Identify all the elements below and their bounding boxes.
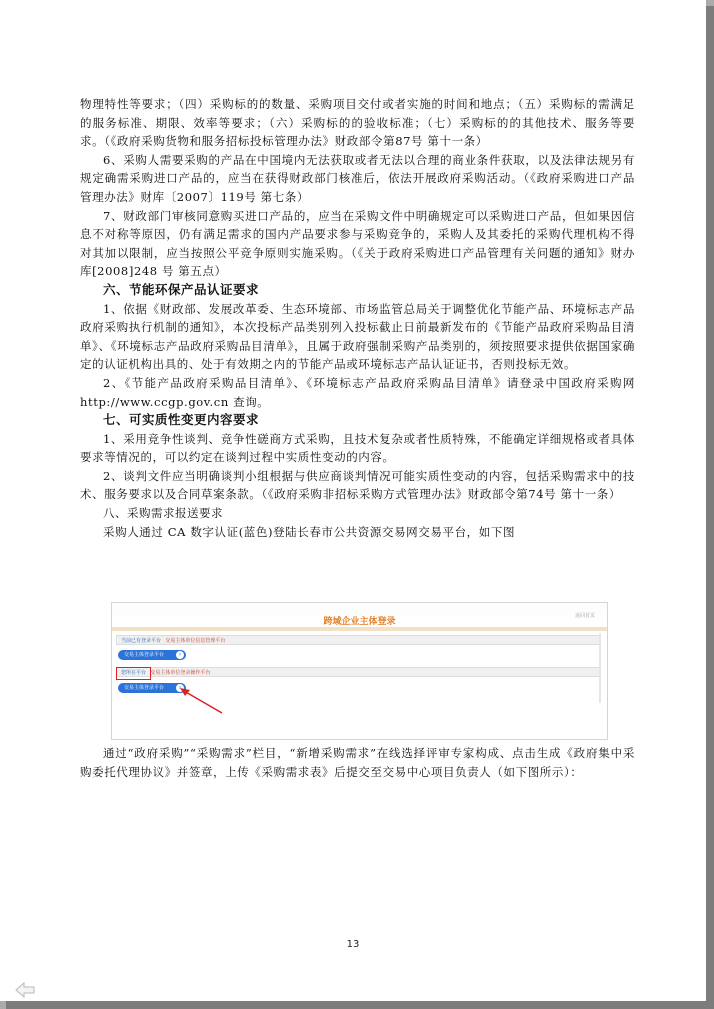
page-shadow-right bbox=[706, 6, 714, 1009]
screenshot-home-link: 返回首页 bbox=[574, 613, 595, 619]
arrow-right-icon: › bbox=[176, 651, 184, 659]
screenshot-scrollbar bbox=[599, 633, 601, 703]
paragraph: 6、采购人需要采购的产品在中国境内无法获取或者无法以合理的商业条件获取，以及法律法规另有规定确需采购进口产品的，应当在获得财政部门核准后，依法开展政府采购活动。（《政府采购进口产品管理办法》财库〔2007〕119号 第七条） bbox=[80, 152, 635, 204]
red-pointer-arrow-icon bbox=[112, 603, 607, 739]
section-heading: 七、可实质性变更内容要求 bbox=[103, 412, 260, 428]
paragraph: 1、采用竞争性谈判、竞争性磋商方式采购，且技术复杂或者性质特殊，不能确定详细规格或者具体要求等情况的，可以约定在谈判过程中实质性变动的内容。 bbox=[80, 431, 635, 465]
back-arrow-icon[interactable] bbox=[14, 982, 36, 998]
body-text-after-image bbox=[80, 744, 635, 781]
arrow-right-icon: › bbox=[176, 684, 184, 692]
body-text bbox=[80, 95, 635, 541]
paragraph: 物理特性等要求；（四）采购标的的数量、采购项目交付或者实施的时间和地点；（五）采购标的需满足的服务标准、期限、效率等要求；（六）采购标的的验收标准；（七）采购标的的其他技术、服务等要求。（《政府采购货物和服务招标投标管理办法》财政部令第87号 第十一条） bbox=[80, 97, 635, 149]
page-shadow-bottom bbox=[6, 1001, 714, 1009]
section-heading: 六、节能环保产品认证要求 bbox=[103, 281, 260, 297]
login-platform-screenshot bbox=[111, 602, 608, 740]
screenshot-row-2-label: 您所在平台 bbox=[121, 670, 147, 676]
paragraph: 通过“政府采购”“采购需求”栏目，“新增采购需求”在线选择评审专家构成、点击生成《政府集中采购委托代理协议》并签章，上传《采购需求表》后提交至交易中心项目负责人（如下图所示）： bbox=[80, 746, 635, 779]
screenshot-login-button-1-label: 交易主体登录平台 bbox=[124, 652, 165, 658]
screenshot-row-1-note: 交易主体单位信息管理平台 bbox=[165, 638, 226, 644]
screenshot-row-1-label: 当前已有登录平台 bbox=[121, 638, 162, 644]
paragraph: 7、财政部门审核同意购买进口产品的，应当在采购文件中明确规定可以采购进口产品，但如果因信息不对称等原因，仍有满足需求的国内产品要求参与采购竞争的，采购人及其委托的采购代理机构不得对其加以限制，应当按照公平竞争原则实施采购。（《关于政府采购进口产品管理有关问题的通知》财办库[2008]248 号 第五点） bbox=[80, 208, 635, 279]
paragraph: 2、《节能产品政府采购品目清单》、《环境标志产品政府采购品目清单》请登录中国政府采购网 http://www.ccgp.gov.cn 查询。 bbox=[80, 375, 635, 409]
page-number: 13 bbox=[346, 939, 360, 950]
paragraph: 2、谈判文件应当明确谈判小组根据与供应商谈判情况可能实质性变动的内容，包括采购需求中的技术、服务要求以及合同草案条款。（《政府采购非招标采购方式管理办法》财政部令第74号 第十一条） bbox=[80, 468, 635, 502]
paragraph: 采购人通过 CA 数字认证(蓝色)登陆长春市公共资源交易网交易平台，如下图 bbox=[103, 524, 516, 539]
screenshot-title: 跨域企业主体登录 bbox=[323, 616, 396, 626]
section-heading: 八、采购需求报送要求 bbox=[103, 506, 223, 521]
paragraph: 1、依据《财政部、发展改革委、生态环境部、市场监管总局关于调整优化节能产品、环境标志产品政府采购执行机制的通知》，本次投标产品类别列入投标截止日前最新发布的《节能产品政府采购品目清单》、《环境标志产品政府采购品目清单》，且属于政府强制采购产品类别的，须按照要求提供依据国家确定的认证机构出具的、处于有效期之内的节能产品或环境标志产品认证证书，否则投标无效。 bbox=[80, 301, 635, 372]
screenshot-row-2-note: 交易主体单位登录操作平台 bbox=[150, 670, 211, 676]
screenshot-login-button-2-label: 交易主体登录平台 bbox=[124, 685, 165, 691]
